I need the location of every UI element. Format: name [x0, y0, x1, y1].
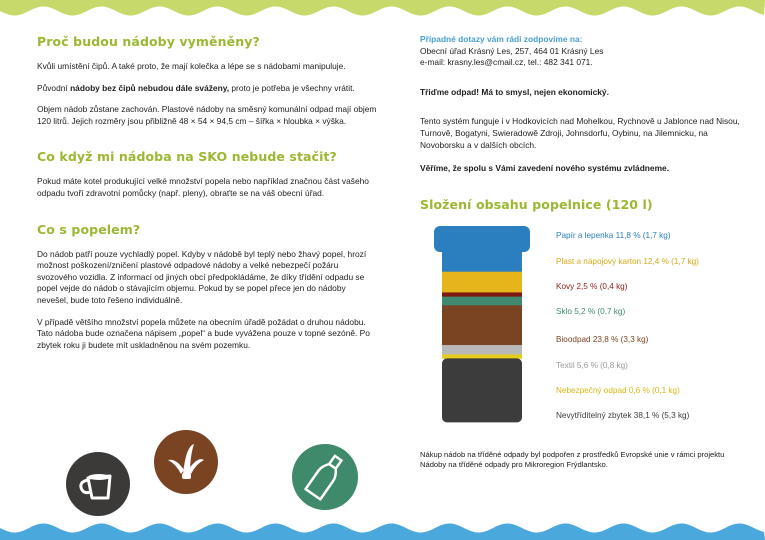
paragraph-chips: Kvůli umístění čipů. A také proto, že mají kolečka a lépe se s nádobami manipuluje. — [37, 61, 346, 71]
bin-segment-8 — [442, 358, 522, 422]
ash-bucket-icon — [66, 452, 130, 516]
section-heading-why-replace: Proč budou nádoby vyměněny? — [37, 34, 260, 49]
bin-segment-5 — [442, 305, 522, 345]
bottom-wave — [0, 516, 765, 540]
paragraph-belief: Věříme, že spolu s Vámi zavedení nového systému zvládneme. — [420, 163, 670, 174]
contact-title: Případné dotazy vám rádi zodpovíme na: — [420, 34, 583, 44]
left-column — [37, 34, 377, 351]
right-column — [420, 34, 745, 212]
bin-segment-6 — [442, 345, 522, 355]
legend-item-2: Plast a nápojový karton 12,4 % (1,7 kg) — [556, 257, 699, 266]
top-wave — [0, 0, 765, 22]
paragraph-boiler: Pokud máte kotel produkující velké množství popela nebo například značnou část vašeho odpadu tvoří zdravotní pomůcky (např. pleny), obraťte se na váš obecní úřad. — [37, 176, 369, 198]
section-heading-ash: Co s popelem? — [37, 221, 141, 237]
paragraph-old-bins: Původní nádoby bez čipů nebudou dále sváženy, proto je potřeba je všechny vrátit. — [37, 82, 355, 93]
legend-item-3: Kovy 2,5 % (0,4 kg) — [556, 282, 628, 291]
legend-item-6: Textil 5,6 % (0,8 kg) — [556, 361, 628, 370]
section-heading-not-enough: Co když mi nádoba na SKO nebude stačit? — [37, 149, 337, 165]
legend-item-7: Nebezpečný odpad 0,6 % (0,1 kg) — [556, 386, 680, 395]
contact-email-phone: e-mail: krasny.les@cmail.cz, tel.: 482 341 071. — [420, 57, 593, 68]
paragraph-volume: Objem nádob zůstane zachován. Plastové nádoby na směsný komunální odpad mají objem 120 litrů. Jejich rozměry jsou přibližně 48 × 54 × 94,5 cm – šířka × hloubka × výška. — [37, 104, 377, 126]
bin-segment-4 — [442, 297, 522, 306]
banana-peel-icon — [154, 430, 218, 494]
legend-item-5: Bioodpad 23,8 % (3,3 kg) — [556, 335, 649, 344]
paragraph-ash-2: V případě většího množství popela můžete na obecním úřadě požádat o druhou nádobu. Tato nádoba bude označena nápisem „popel“ a bude vyvážena pouze v topné sezóně. Po zbytek roku ji budete mít uskladněnou na svém pozemku. — [37, 316, 370, 350]
legend-item-1: Papír a lepenka 11,8 % (1,7 kg) — [556, 231, 671, 240]
bin-segment-2 — [442, 272, 522, 293]
slogan: Třiďme odpad! Má to smysl, nejen ekonomický. — [420, 86, 609, 97]
chart-title: Složení obsahu popelnice (120 l) — [420, 196, 653, 212]
contact-address: Obecní úřad Krásný Les, 257, 464 01 Krásný Les — [420, 45, 604, 56]
bin-segment-3 — [442, 292, 522, 297]
glass-bottle-icon — [292, 444, 358, 510]
paragraph-system: Tento systém funguje i v Hodkovicích nad Mohelkou, Rychnově u Jablonce nad Nisou, Turnově, Bogatyni, Swieradowě Zdroji, Johnsdorfu, Oybinu, na Jilemnicku, na Novoborsku a v dalších obcích. — [420, 116, 740, 150]
bin-composition-chart — [434, 222, 530, 432]
footer-note: Nákup nádob na tříděné odpady byl podpořen z prostředků Evropské unie v rámci projektu Nádoby na tříděné odpady pro Mikroregion Frýdlantsko. — [420, 450, 725, 470]
legend-item-4: Sklo 5,2 % (0,7 kg) — [556, 307, 626, 316]
legend-item-8: Nevytříditelný zbytek 38,1 % (5,3 kg) — [556, 411, 690, 420]
bin-segment-7 — [442, 354, 522, 358]
paragraph-ash-1: Do nádob patří pouze vychladlý popel. Kdyby v nádobě byl teplý nebo žhavý popel, hrozí možnost poškození/zničení plastové odpadové nádoby a velké nebezpečí požáru svozového vozidla. Z informací od jiných obcí předpokládáme, že díky třídění odpadu se popel vejde do nádob o stávajícím objemu. Pokud by se popel přece jen do nádoby nevešel, bude toto řešeno individuálně. — [37, 248, 367, 305]
bin-lid — [434, 226, 530, 252]
bin-segment-1 — [442, 252, 522, 272]
